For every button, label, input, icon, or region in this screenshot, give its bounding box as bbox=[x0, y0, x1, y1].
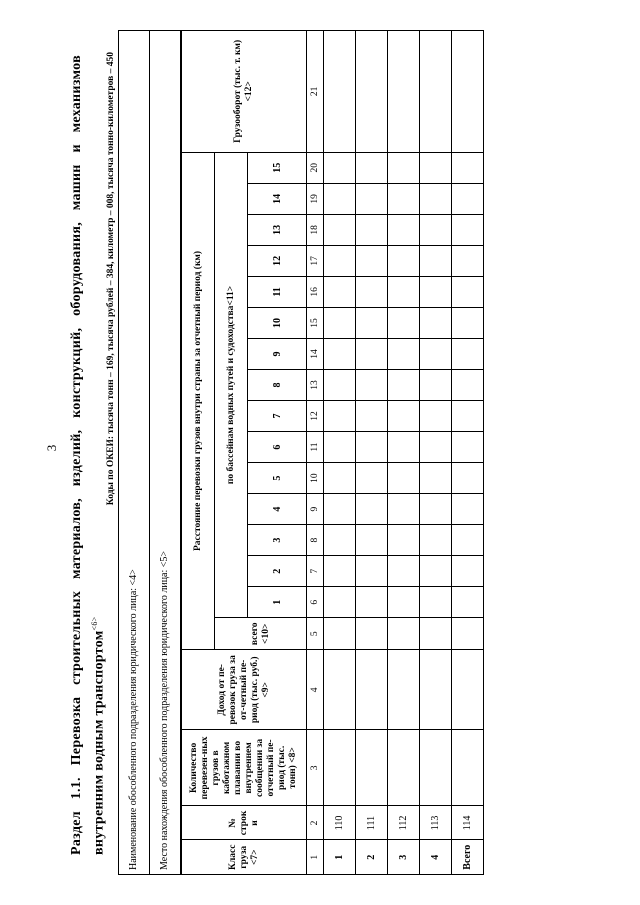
table-row bbox=[388, 31, 420, 874]
row-number-cell: 111 bbox=[356, 806, 388, 840]
table-row bbox=[356, 31, 388, 874]
cargo-class-cell: Всего bbox=[452, 840, 484, 874]
value-cell-col-17[interactable] bbox=[324, 245, 356, 276]
column-number-8: 8 bbox=[307, 525, 324, 556]
value-cell-col-14[interactable] bbox=[420, 338, 452, 369]
value-cell-col-15[interactable] bbox=[324, 307, 356, 338]
value-cell-col-20[interactable] bbox=[388, 152, 420, 183]
row-number-cell: 113 bbox=[420, 806, 452, 840]
value-cell-col-6[interactable] bbox=[324, 587, 356, 618]
value-cell-col-15[interactable] bbox=[452, 307, 484, 338]
value-cell-col-18[interactable] bbox=[452, 214, 484, 245]
column-number-19: 19 bbox=[307, 183, 324, 214]
value-cell-col-5[interactable] bbox=[324, 618, 356, 650]
column-number-row bbox=[307, 31, 324, 874]
value-cell-col-6[interactable] bbox=[356, 587, 388, 618]
cargo-class-cell: 4 bbox=[420, 840, 452, 874]
value-cell-col-21[interactable] bbox=[420, 31, 452, 152]
value-cell-col-12[interactable] bbox=[356, 401, 388, 432]
form-box bbox=[118, 30, 484, 875]
value-cell-col-21[interactable] bbox=[324, 31, 356, 152]
value-cell-col-5[interactable] bbox=[420, 618, 452, 650]
value-cell-col-5[interactable] bbox=[388, 618, 420, 650]
value-cell-col-11[interactable] bbox=[356, 432, 388, 463]
header-distance-group: Расстояние перевозки грузов внутри страны за отчетный период (км) bbox=[182, 152, 215, 650]
value-cell-col-4[interactable] bbox=[388, 650, 420, 730]
value-cell-col-17[interactable] bbox=[356, 245, 388, 276]
value-cell-col-11[interactable] bbox=[324, 432, 356, 463]
table-row bbox=[452, 31, 484, 874]
value-cell-col-3[interactable] bbox=[324, 730, 356, 806]
header-by-basin: по бассейнам водных путей и судоходства<11> bbox=[215, 152, 248, 618]
value-cell-col-16[interactable] bbox=[324, 276, 356, 307]
value-cell-col-18[interactable] bbox=[324, 214, 356, 245]
column-number-7: 7 bbox=[307, 556, 324, 587]
value-cell-col-8[interactable] bbox=[452, 525, 484, 556]
value-cell-col-6[interactable] bbox=[452, 587, 484, 618]
basin-header-14: 14 bbox=[248, 183, 307, 214]
subdivision-location-row: Место нахождения обособленного подразделения юридического лица: <5> bbox=[150, 31, 181, 874]
column-number-18: 18 bbox=[307, 214, 324, 245]
column-number-3: 3 bbox=[307, 730, 324, 806]
column-number-20: 20 bbox=[307, 152, 324, 183]
value-cell-col-10[interactable] bbox=[452, 463, 484, 494]
value-cell-col-18[interactable] bbox=[388, 214, 420, 245]
subdivision-name-row: Наименование обособленного подразделения юридического лица: <4> bbox=[119, 31, 150, 874]
value-cell-col-9[interactable] bbox=[420, 494, 452, 525]
value-cell-col-20[interactable] bbox=[420, 152, 452, 183]
value-cell-col-14[interactable] bbox=[356, 338, 388, 369]
value-cell-col-11[interactable] bbox=[420, 432, 452, 463]
header-income: Доход от пе-ревозок груза за от-четный пе-риод (тыс. руб.) <9> bbox=[182, 650, 307, 730]
value-cell-col-19[interactable] bbox=[420, 183, 452, 214]
value-cell-col-19[interactable] bbox=[452, 183, 484, 214]
title-footnote: <6> bbox=[90, 616, 99, 631]
column-number-15: 15 bbox=[307, 307, 324, 338]
value-cell-col-21[interactable] bbox=[452, 31, 484, 152]
column-number-11: 11 bbox=[307, 432, 324, 463]
basin-header-5: 5 bbox=[248, 463, 307, 494]
value-cell-col-5[interactable] bbox=[452, 618, 484, 650]
value-cell-col-4[interactable] bbox=[324, 650, 356, 730]
value-cell-col-8[interactable] bbox=[420, 525, 452, 556]
value-cell-col-12[interactable] bbox=[420, 401, 452, 432]
value-cell-col-7[interactable] bbox=[452, 556, 484, 587]
value-cell-col-6[interactable] bbox=[388, 587, 420, 618]
value-cell-col-11[interactable] bbox=[388, 432, 420, 463]
value-cell-col-3[interactable] bbox=[420, 730, 452, 806]
value-cell-col-10[interactable] bbox=[356, 463, 388, 494]
column-number-2: 2 bbox=[307, 806, 324, 840]
basin-header-15: 15 bbox=[248, 152, 307, 183]
value-cell-col-16[interactable] bbox=[356, 276, 388, 307]
section-title-text: Раздел 1.1. Перевозка строительных материалов, изделий, конструкций, оборудования, машин и механизмов внутренним водным транспортом bbox=[69, 55, 107, 855]
value-cell-col-21[interactable] bbox=[388, 31, 420, 152]
value-cell-col-3[interactable] bbox=[388, 730, 420, 806]
table-row bbox=[420, 31, 452, 874]
value-cell-col-13[interactable] bbox=[356, 370, 388, 401]
value-cell-col-10[interactable] bbox=[388, 463, 420, 494]
value-cell-col-17[interactable] bbox=[388, 245, 420, 276]
value-cell-col-19[interactable] bbox=[356, 183, 388, 214]
column-number-9: 9 bbox=[307, 494, 324, 525]
column-number-1: 1 bbox=[307, 840, 324, 874]
value-cell-col-14[interactable] bbox=[324, 338, 356, 369]
basin-header-1: 1 bbox=[248, 587, 307, 618]
value-cell-col-8[interactable] bbox=[324, 525, 356, 556]
value-cell-col-9[interactable] bbox=[388, 494, 420, 525]
value-cell-col-7[interactable] bbox=[388, 556, 420, 587]
basin-header-4: 4 bbox=[248, 494, 307, 525]
okei-codes: Коды по ОКЕИ: тысяча тонн – 169, тысяча рублей – 384, километр – 008, тысяча тонно-километров – 450 bbox=[106, 52, 116, 506]
value-cell-col-9[interactable] bbox=[324, 494, 356, 525]
basin-header-3: 3 bbox=[248, 525, 307, 556]
basin-header-8: 8 bbox=[248, 370, 307, 401]
header-quantity: Количество перевезен-ных грузов в каботажном плавании во внутреннем сообщении за отчетный пе-риод (тыс. тонн) <8> bbox=[182, 730, 307, 806]
value-cell-col-5[interactable] bbox=[356, 618, 388, 650]
column-number-6: 6 bbox=[307, 587, 324, 618]
basin-header-11: 11 bbox=[248, 276, 307, 307]
value-cell-col-13[interactable] bbox=[388, 370, 420, 401]
value-cell-col-12[interactable] bbox=[324, 401, 356, 432]
value-cell-col-13[interactable] bbox=[324, 370, 356, 401]
basin-header-7: 7 bbox=[248, 401, 307, 432]
cargo-class-cell: 2 bbox=[356, 840, 388, 874]
value-cell-col-10[interactable] bbox=[420, 463, 452, 494]
column-number-17: 17 bbox=[307, 245, 324, 276]
value-cell-col-16[interactable] bbox=[388, 276, 420, 307]
value-cell-col-4[interactable] bbox=[420, 650, 452, 730]
column-number-14: 14 bbox=[307, 338, 324, 369]
row-number-cell: 110 bbox=[324, 806, 356, 840]
value-cell-col-13[interactable] bbox=[452, 370, 484, 401]
basin-header-6: 6 bbox=[248, 432, 307, 463]
column-number-12: 12 bbox=[307, 401, 324, 432]
header-cargo-class: Класс груза <7> bbox=[182, 840, 307, 874]
value-cell-col-12[interactable] bbox=[452, 401, 484, 432]
section-title bbox=[68, 55, 109, 855]
basin-header-13: 13 bbox=[248, 214, 307, 245]
value-cell-col-15[interactable] bbox=[388, 307, 420, 338]
column-number-13: 13 bbox=[307, 370, 324, 401]
value-cell-col-15[interactable] bbox=[420, 307, 452, 338]
value-cell-col-7[interactable] bbox=[356, 556, 388, 587]
basin-header-12: 12 bbox=[248, 245, 307, 276]
value-cell-col-19[interactable] bbox=[388, 183, 420, 214]
column-number-10: 10 bbox=[307, 463, 324, 494]
column-number-16: 16 bbox=[307, 276, 324, 307]
value-cell-col-3[interactable] bbox=[356, 730, 388, 806]
basin-header-9: 9 bbox=[248, 338, 307, 369]
value-cell-col-11[interactable] bbox=[452, 432, 484, 463]
value-cell-col-10[interactable] bbox=[324, 463, 356, 494]
value-cell-col-20[interactable] bbox=[324, 152, 356, 183]
value-cell-col-20[interactable] bbox=[452, 152, 484, 183]
value-cell-col-18[interactable] bbox=[356, 214, 388, 245]
page-number: 3 bbox=[44, 444, 59, 452]
value-cell-col-7[interactable] bbox=[420, 556, 452, 587]
value-cell-col-9[interactable] bbox=[356, 494, 388, 525]
value-cell-col-12[interactable] bbox=[388, 401, 420, 432]
row-number-cell: 112 bbox=[388, 806, 420, 840]
header-row-no: № строк и bbox=[182, 806, 307, 840]
table-row bbox=[324, 31, 356, 874]
value-cell-col-21[interactable] bbox=[356, 31, 388, 152]
value-cell-col-9[interactable] bbox=[452, 494, 484, 525]
cargo-table bbox=[181, 31, 483, 874]
column-number-5: 5 bbox=[307, 618, 324, 650]
value-cell-col-4[interactable] bbox=[452, 650, 484, 730]
value-cell-col-14[interactable] bbox=[452, 338, 484, 369]
value-cell-col-13[interactable] bbox=[420, 370, 452, 401]
value-cell-col-3[interactable] bbox=[452, 730, 484, 806]
value-cell-col-6[interactable] bbox=[420, 587, 452, 618]
row-number-cell: 114 bbox=[452, 806, 484, 840]
value-cell-col-4[interactable] bbox=[356, 650, 388, 730]
header-total: всего <10> bbox=[215, 618, 307, 650]
value-cell-col-7[interactable] bbox=[324, 556, 356, 587]
value-cell-col-20[interactable] bbox=[356, 152, 388, 183]
value-cell-col-15[interactable] bbox=[356, 307, 388, 338]
cargo-class-cell: 3 bbox=[388, 840, 420, 874]
value-cell-col-8[interactable] bbox=[388, 525, 420, 556]
value-cell-col-18[interactable] bbox=[420, 214, 452, 245]
column-number-21: 21 bbox=[307, 31, 324, 152]
value-cell-col-19[interactable] bbox=[324, 183, 356, 214]
value-cell-col-17[interactable] bbox=[452, 245, 484, 276]
value-cell-col-16[interactable] bbox=[420, 276, 452, 307]
column-number-4: 4 bbox=[307, 650, 324, 730]
value-cell-col-16[interactable] bbox=[452, 276, 484, 307]
cargo-class-cell: 1 bbox=[324, 840, 356, 874]
header-turnover: Грузооборот (тыс. т. км) <12> bbox=[182, 31, 307, 152]
basin-header-10: 10 bbox=[248, 307, 307, 338]
value-cell-col-14[interactable] bbox=[388, 338, 420, 369]
value-cell-col-17[interactable] bbox=[420, 245, 452, 276]
value-cell-col-8[interactable] bbox=[356, 525, 388, 556]
basin-header-2: 2 bbox=[248, 556, 307, 587]
